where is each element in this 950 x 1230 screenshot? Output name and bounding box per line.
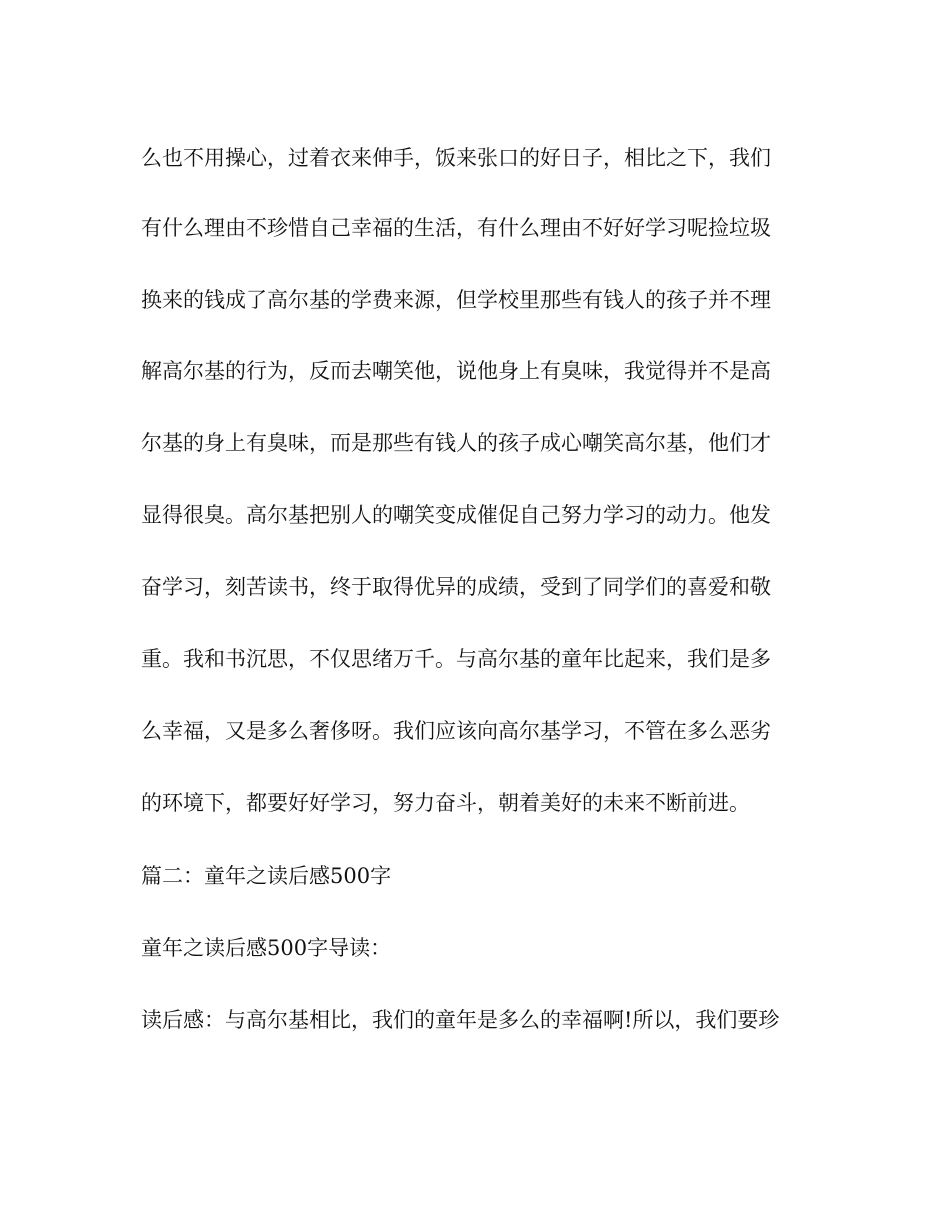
body-text-line: 解高尔基的行为，反而去嘲笑他，说他身上有臭味，我觉得并不是高: [141, 359, 771, 383]
section-heading: 篇二：童年之读后感500字: [141, 864, 392, 888]
body-text-line: 显得很臭。高尔基把别人的嘲笑变成催促自己努力学习的动力。他发: [141, 503, 771, 527]
body-text-line: 奋学习，刻苦读书，终于取得优异的成绩，受到了同学们的喜爱和敬: [141, 575, 771, 599]
body-text-line: 重。我和书沉思，不仅思绪万千。与高尔基的童年比起来，我们是多: [141, 647, 771, 671]
body-text-line: 么也不用操心，过着衣来伸手，饭来张口的好日子，相比之下，我们: [141, 146, 771, 170]
body-text-line: 换来的钱成了高尔基的学费来源，但学校里那些有钱人的孩子并不理: [141, 288, 771, 312]
body-text-line: 么幸福，又是多么奢侈呀。我们应该向高尔基学习，不管在多么恶劣: [141, 719, 771, 743]
body-text-line: 读后感：与高尔基相比，我们的童年是多么的幸福啊!所以，我们要珍: [141, 1008, 780, 1032]
guide-heading: 童年之读后感500字导读：: [141, 936, 392, 960]
body-text-line: 尔基的身上有臭味，而是那些有钱人的孩子成心嘲笑高尔基，他们才: [141, 431, 771, 455]
body-text-line: 有什么理由不珍惜自己幸福的生活，有什么理由不好好学习呢捡垃圾: [141, 216, 771, 240]
body-text-line: 的环境下，都要好好学习，努力奋斗，朝着美好的未来不断前进。: [141, 791, 750, 815]
